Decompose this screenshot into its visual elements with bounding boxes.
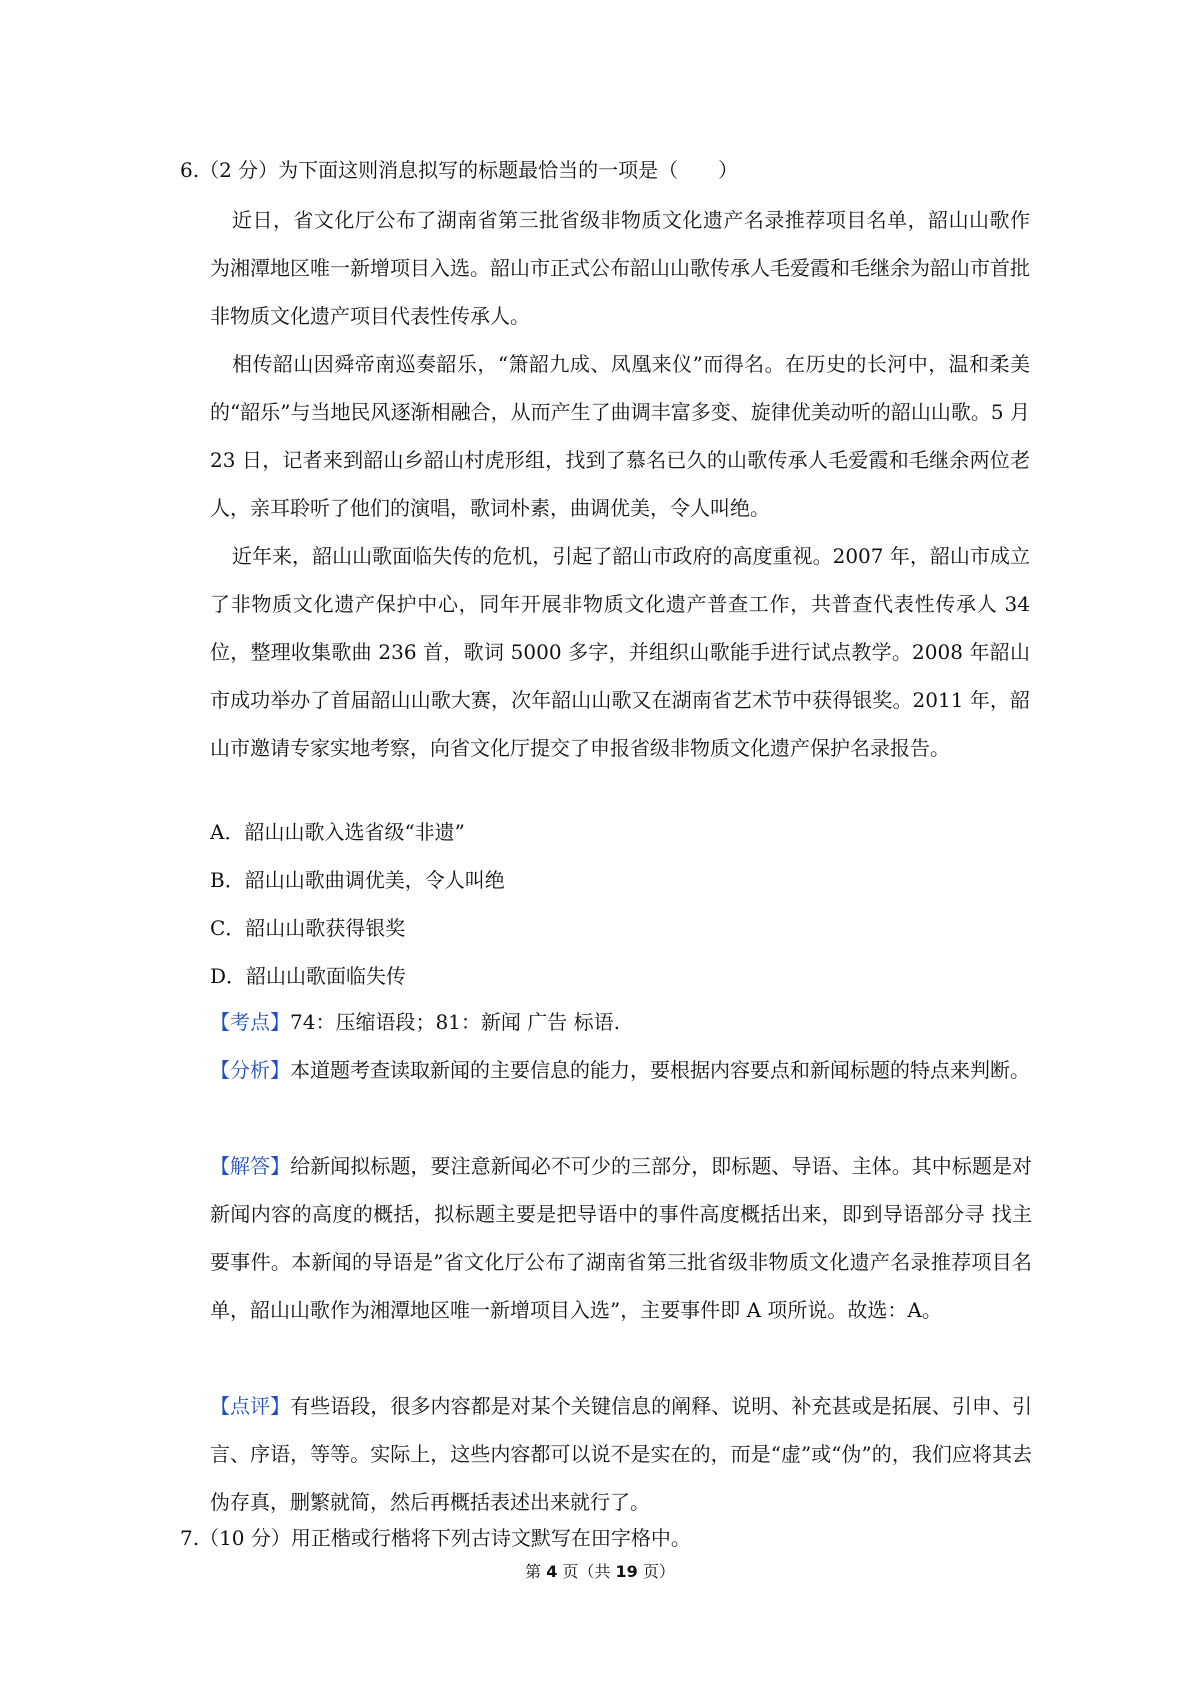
option-a: A．韶山山歌入选省级“非遗” [210, 820, 465, 844]
footer-page-number: 4 [546, 1562, 558, 1581]
footer-suffix: 页） [637, 1562, 675, 1581]
question-7-title: 7.（10 分）用正楷或行楷将下列古诗文默写在田字格中。 [180, 1526, 691, 1550]
news-paragraph-3: 近年来，韶山山歌面临失传的危机，引起了韶山市政府的高度重视。2007 年，韶山市成立了非物质文化遗产保护中心，同年开展非物质文化遗产普查工作，共普查代表性传承人 34 位，整理收集歌曲 236 首，歌词 5000 多字，并组织山歌能手进行试点教学。2008 年韶山市成功举办了首届韶山山歌大赛，次年韶山山歌又在湖南省艺术节中获得银奖。2011 年，韶山市邀请专家实地考察，向省文化厅提交了申报省级非物质文化遗产保护名录报告。 [210, 544, 1030, 760]
dianping-text: 有些语段，很多内容都是对某个关键信息的阐释、说明、补充甚或是拓展、引申、引言、序语，等等。实际上，这些内容都可以说不是实在的，而是“虚”或“伪”的，我们应将其去伪存真，删繁就简，然后再概括表述出来就行了。 [210, 1394, 1033, 1514]
fenxi-text: 本道题考查读取新闻的主要信息的能力，要根据内容要点和新闻标题的特点来判断。 [290, 1058, 1030, 1082]
footer-middle: 页（共 [557, 1562, 616, 1581]
option-c: C．韶山山歌获得银奖 [210, 916, 406, 940]
option-b: B．韶山山歌曲调优美，令人叫绝 [210, 868, 505, 892]
jieda-tag: 【解答】 [210, 1154, 291, 1178]
kaodian-section [210, 998, 1032, 1046]
jieda-section [210, 1142, 1032, 1334]
news-paragraph-2: 相传韶山因舜帝南巡奏韶乐，“箫韶九成、凤凰来仪”而得名。在历史的长河中，温和柔美的“韶乐”与当地民风逐渐相融合，从而产生了曲调丰富多变、旋律优美动听的韶山山歌。5 月 23 日，记者来到韶山乡韶山村虎形组，找到了慕名已久的山歌传承人毛爱霞和毛继余两位老人，亲耳聆听了他们的演唱，歌词朴素，曲调优美，令人叫绝。 [210, 352, 1030, 520]
kaodian-tag: 【考点】 [210, 1010, 290, 1034]
page-footer [0, 1560, 1200, 1584]
fenxi-tag: 【分析】 [210, 1058, 290, 1082]
news-paragraph-1: 近日，省文化厅公布了湖南省第三批省级非物质文化遗产名录推荐项目名单，韶山山歌作为湘潭地区唯一新增项目入选。韶山市正式公布韶山山歌传承人毛爱霞和毛继余为韶山市首批非物质文化遗产项目代表性传承人。 [210, 208, 1030, 328]
fenxi-section [210, 1046, 1032, 1094]
footer-prefix: 第 [525, 1562, 547, 1581]
footer-total-pages: 19 [615, 1562, 638, 1581]
dianping-section [210, 1382, 1032, 1526]
dianping-tag: 【点评】 [210, 1394, 291, 1418]
kaodian-text: 74：压缩语段；81：新闻 广告 标语. [290, 1010, 620, 1034]
jieda-text: 给新闻拟标题，要注意新闻必不可少的三部分，即标题、导语、主体。其中标题是对新闻内容的高度的概括，拟标题主要是把导语中的事件高度概括出来，即到导语部分寻 找主要事件。本新闻的导语是”省文化厅公布了湖南省第三批省级非物质文化遗产名录推荐项目名单，韶山山歌作为湘潭地区唯一新增项目入选”，主要事件即 A 项所说。故选：A。 [210, 1154, 1033, 1322]
option-d: D．韶山山歌面临失传 [210, 964, 407, 988]
question-6-title: 6.（2 分）为下面这则消息拟写的标题最恰当的一项是（ ） [180, 158, 739, 182]
